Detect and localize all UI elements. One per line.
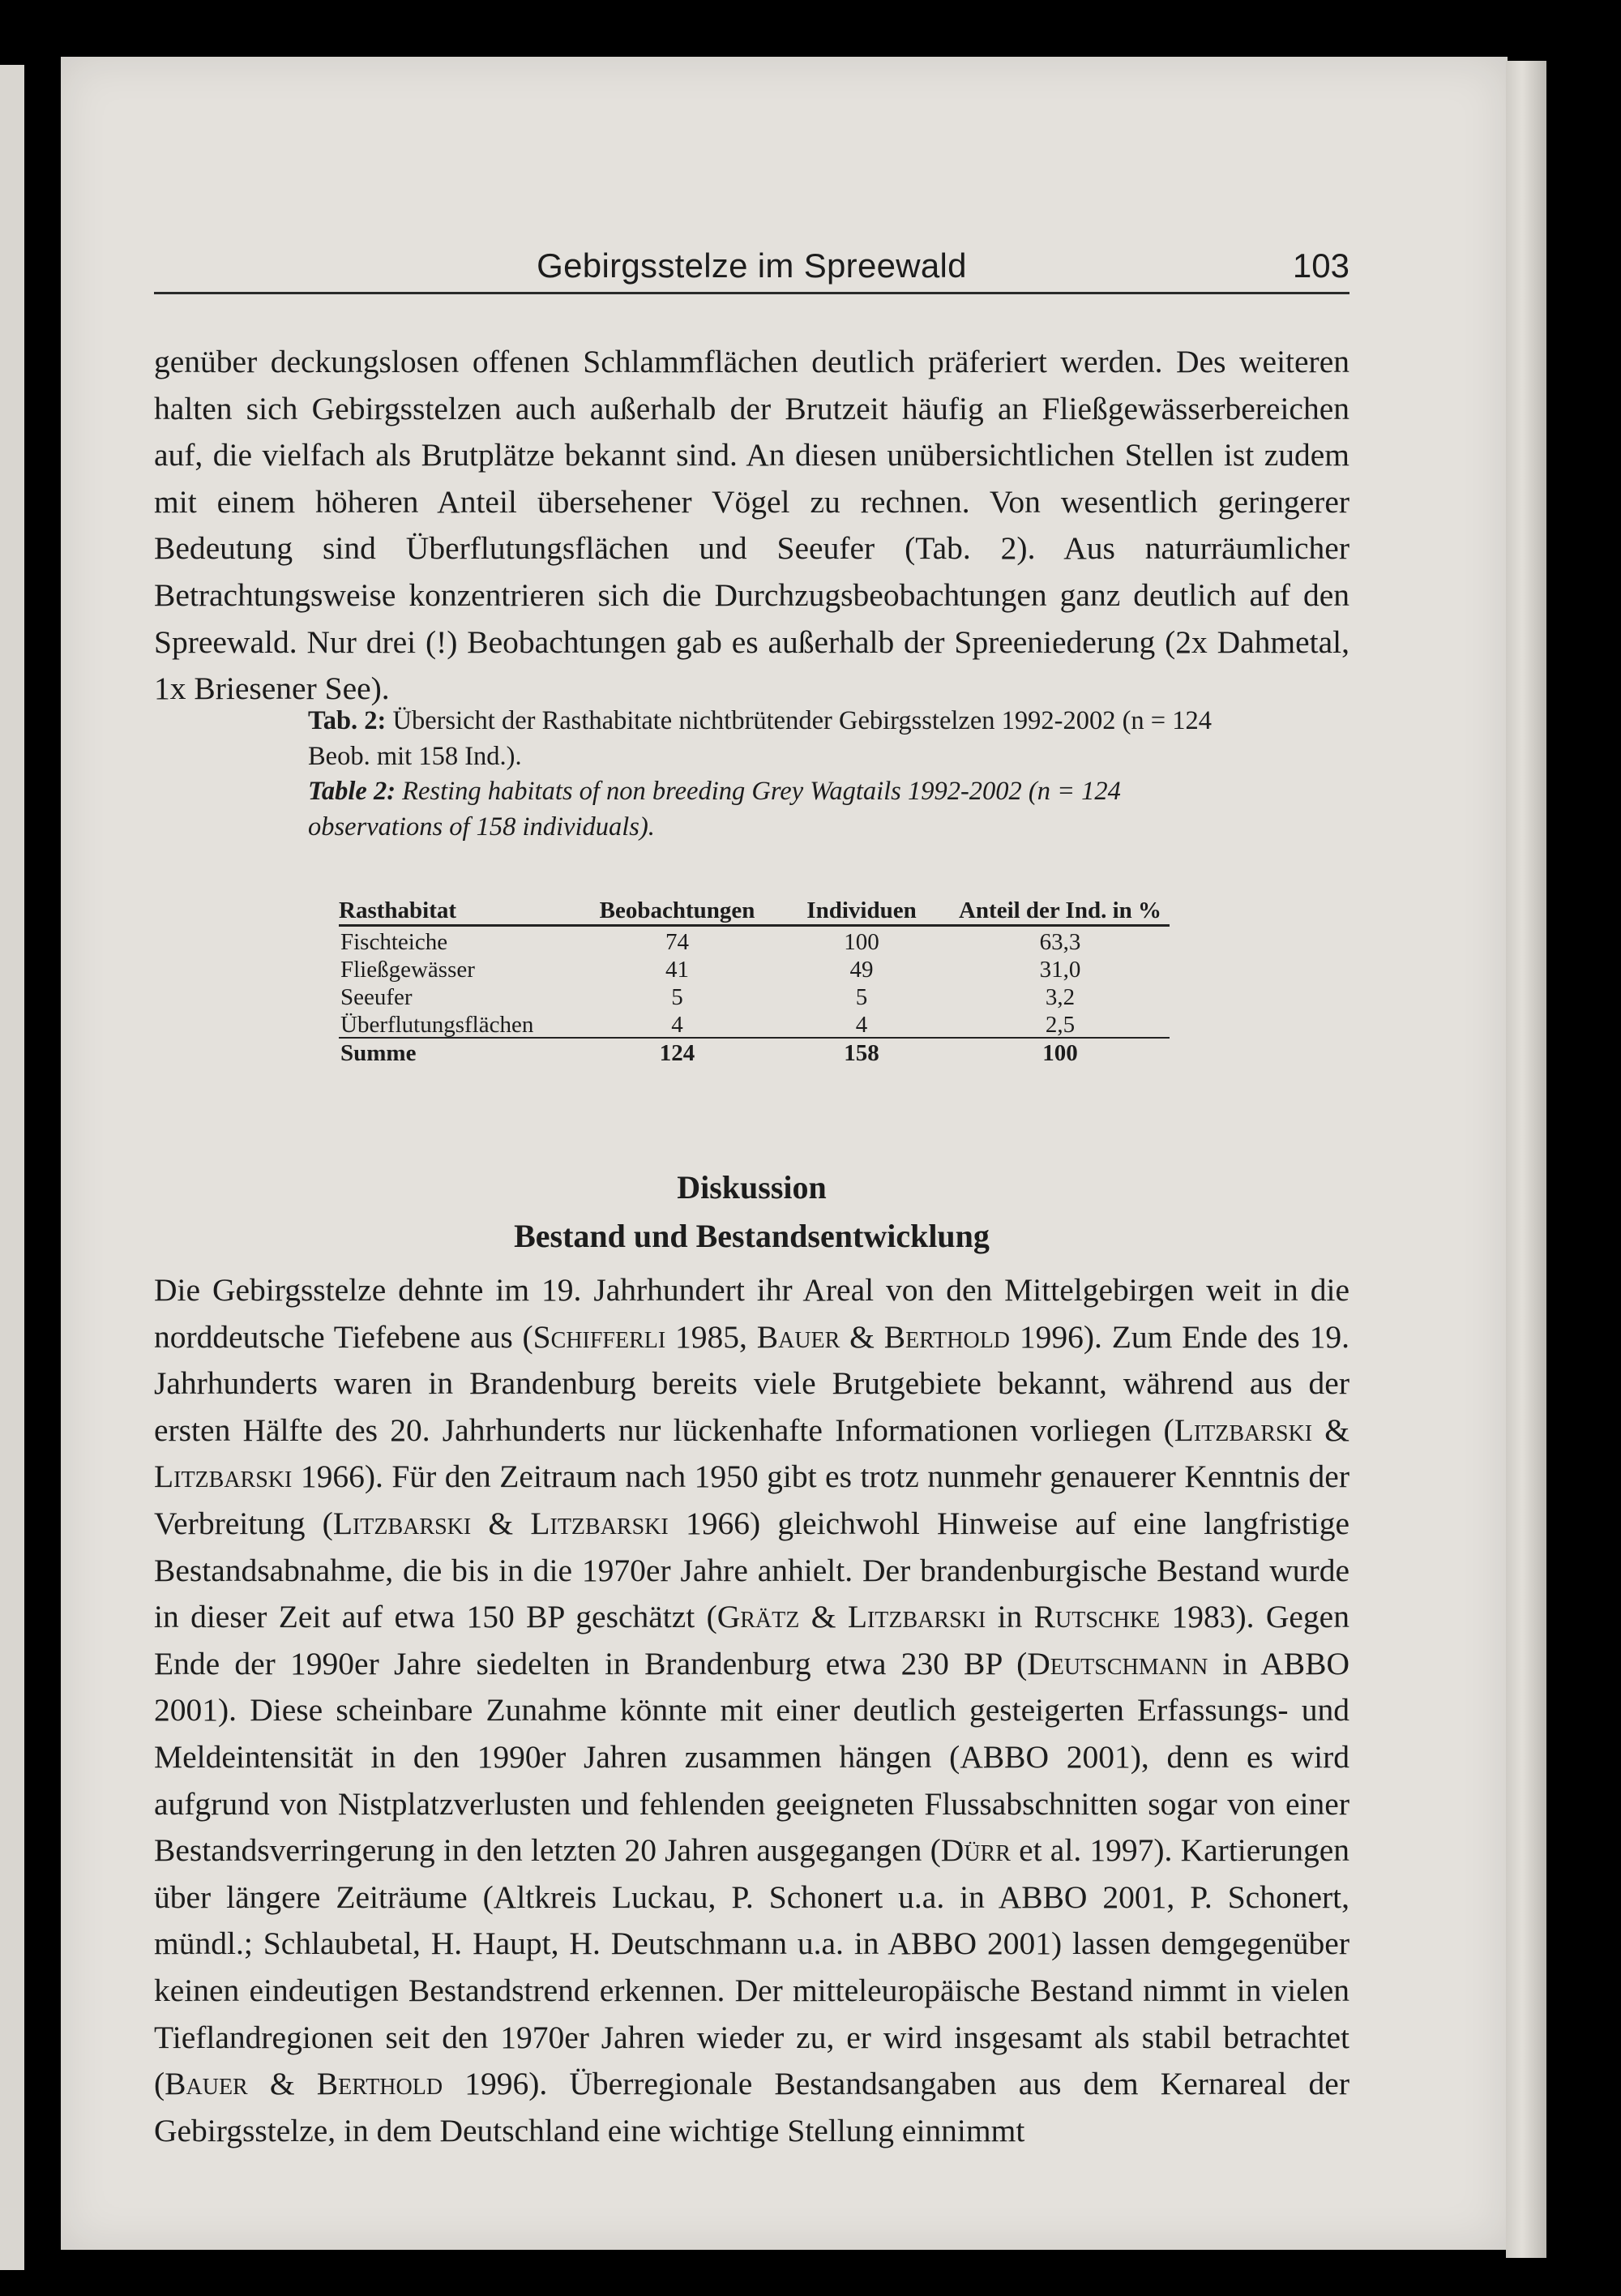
page-header (154, 243, 1349, 294)
table-cell: Überflutungsflächen (340, 1012, 534, 1038)
table-header-row (339, 897, 1170, 926)
table-cell: 63,3 (1039, 929, 1081, 955)
caption-label-english: Table 2: (308, 777, 396, 806)
section-heading: Diskussion (677, 1169, 827, 1206)
table-cell: 31,0 (1039, 957, 1081, 983)
author-name: Schifferli (532, 1318, 666, 1355)
table-cell: 4 (855, 1012, 868, 1038)
body-text: & (840, 1318, 884, 1355)
running-title: Gebirgsstelze im Spreewald (537, 246, 967, 285)
table-header-cell: Beobachtungen (582, 897, 772, 926)
table-cell: 100 (951, 1038, 1170, 1065)
table-caption-english (308, 774, 1216, 845)
table-cell: Fischteiche (340, 929, 448, 955)
author-name: Bauer (165, 2066, 248, 2102)
body-paragraph (154, 1267, 1349, 2154)
caption-text-english: Resting habitats of non breeding Grey Wagtails 1992-2002 (n = 124 observations of 158 individuals). (308, 777, 1121, 842)
table-row (339, 926, 1170, 955)
author-name: Deutschmann (1027, 1645, 1208, 1681)
caption-label-german: Tab. 2: (308, 706, 387, 735)
intro-paragraph: genüber deckungslosen offenen Schlammflächen deutlich präferiert werden. Des weiteren halten sich Gebirgsstelzen auch außerhalb der Brutzeit häufig an Fließgewässerbereichen auf, die vielfach als Brutplätze bekannt sind. An diesen unübersichtlichen Stellen ist zudem mit einem höheren Anteil übersehener Vögel zu rechnen. Von wesentlich geringerer Bedeutung sind Überflutungsflächen und Seeufer (Tab. 2). Aus naturräumlicher Betrachtungsweise konzentrieren sich die Durchzugsbeobachtungen ganz deutlich auf den Spreewald. Nur drei (!) Beobachtungen gab es außerhalb der Spreeniederung (2x Dahmetal, 1x Briesener See). (154, 344, 1349, 707)
author-name: Berthold (883, 1318, 1011, 1355)
body-text: & (471, 1505, 531, 1541)
table-cell: 5 (671, 984, 683, 1010)
table-cell: 49 (849, 957, 874, 983)
page-stack-edge (1506, 61, 1546, 2258)
subsection-heading: Bestand und Bestandsentwicklung (514, 1218, 990, 1254)
body-text: 1996). Überregionale Bestandsangaben aus dem Kernareal der Gebirgsstelze, in dem Deutschland eine wichtige Stellung einnimmt (154, 2066, 1349, 2148)
body-text: 1996). Zum Ende des 19. Jahrhunderts waren in Brandenburg bereits viele Brutgebiete bekannt, während aus der ersten Hälfte des 20. Jahrhunderts nur lückenhafte Informationen vorliegen ( (154, 1318, 1350, 1448)
author-name: Grätz (716, 1599, 800, 1635)
table-cell: 4 (671, 1012, 683, 1038)
author-name: Litzbarski (154, 1459, 293, 1495)
caption-text-german: Übersicht der Rasthabitate nichtbrütender Gebirgsstelzen 1992-2002 (n = 124 Beob. mit 158 Ind.). (308, 706, 1212, 771)
table-cell: Fließgewässer (340, 957, 475, 983)
table-cell: 2,5 (1045, 1012, 1076, 1038)
author-name: Litzbarski (530, 1505, 669, 1541)
table-cell: 100 (844, 929, 879, 955)
body-text: & (247, 2066, 317, 2102)
author-name: Rutschke (1033, 1599, 1161, 1635)
body-text: 1966) gleichwohl Hinweise auf eine langfristige Bestandsabnahme, die bis in die 1970er Jahre anhielt. Der brandenburgische Bestand wurde in dieser Zeit auf etwa 150 BP geschätzt ( (154, 1505, 1350, 1635)
table-cell: 74 (665, 929, 689, 955)
table-cell: 3,2 (1045, 984, 1076, 1010)
body-text: 1966). Für den Zeitraum nach 1950 gibt es trotz nunmehr genauerer Kenntnis der Verbreitung ( (154, 1459, 1349, 1541)
table-cell: 124 (582, 1038, 772, 1065)
resting-habitat-table (339, 897, 1170, 1065)
table-row (339, 982, 1170, 1009)
page-number: 103 (1292, 246, 1349, 285)
table-cell: Seeufer (340, 984, 413, 1010)
body-text: 1985, (665, 1318, 757, 1355)
body-text: in (986, 1599, 1034, 1635)
author-name: Litzbarski (332, 1505, 472, 1541)
body-text: in ABBO 2001). Diese scheinbare Zunahme könnte mit einer deutlich gesteigerten Erfassungs- und Meldeintensität in den 1990er Jahren zusammen hängen (ABBO 2001), denn es wird aufgrund von Nistplatzverlusten und fehlenden geeigneten Flussabschnitten sogar von einer Bestandsverringerung in den letzten 20 Jahren ausgegangen ( (154, 1645, 1349, 1869)
body-text: & (1312, 1411, 1349, 1448)
author-name: Litzbarski (1174, 1411, 1313, 1448)
table-header-cell: Individuen (772, 897, 951, 926)
author-name: Dürr (940, 1832, 1011, 1869)
table-cell: 41 (665, 957, 689, 983)
table-sum-row (339, 1038, 1170, 1065)
previous-page-edge (0, 65, 24, 2270)
author-name: Berthold (316, 2066, 443, 2102)
body-text: & (799, 1599, 848, 1635)
table-row (339, 954, 1170, 982)
author-name: Bauer (756, 1318, 840, 1355)
table-caption-german (308, 704, 1216, 774)
table-cell: Summe (339, 1038, 582, 1065)
body-text: Die Gebirgsstelze dehnte im 19. Jahrhundert ihr Areal von den Mittelgebirgen weit in die norddeutsche Tiefebene aus ( (154, 1272, 1349, 1355)
table-header-cell: Anteil der Ind. in % (951, 897, 1170, 926)
table-row (339, 1009, 1170, 1038)
table-cell: 158 (772, 1038, 951, 1065)
author-name: Litzbarski (847, 1599, 986, 1635)
body-text: et al. 1997). Kartierungen über längere Zeiträume (Altkreis Luckau, P. Schonert u.a. in ABBO 2001, P. Schonert, mündl.; Schlaubetal, H. Haupt, H. Deutschmann u.a. in ABBO 2001) lassen demgegenüber keinen eindeutigen Bestandstrend erkennen. Der mitteleuropäische Bestand nimmt in vielen Tieflandregionen seit den 1970er Jahren wieder zu, er wird insgesamt als stabil betrachtet ( (154, 1832, 1349, 2102)
table-header-cell: Rasthabitat (339, 897, 582, 926)
table-cell: 5 (855, 984, 868, 1010)
body-text: 1983). Gegen Ende der 1990er Jahre siedelten in Brandenburg etwa 230 BP ( (154, 1599, 1349, 1681)
